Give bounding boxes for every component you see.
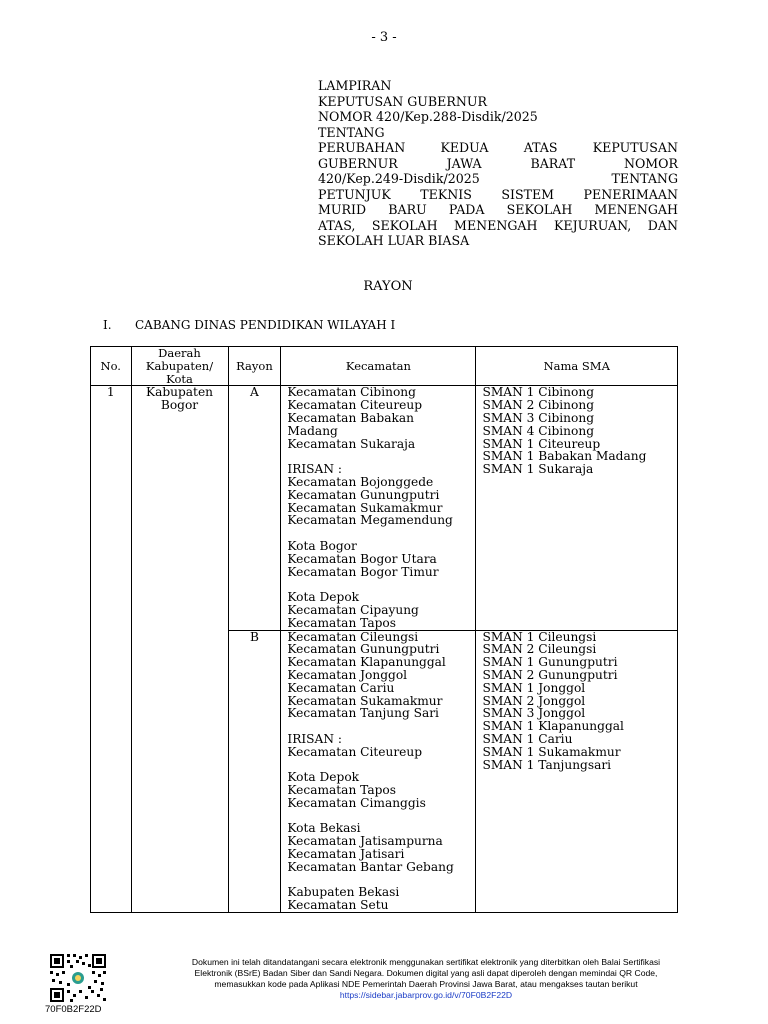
row-sma-entry: SMAN 1 Cariu	[482, 731, 573, 746]
header-rayon: Rayon	[228, 347, 281, 386]
row-kecamatan-entry: Kecamatan Sukaraja	[287, 436, 416, 451]
row-sma-list	[476, 630, 678, 913]
row-kecamatan-entry: Kecamatan Cileungsi	[287, 629, 419, 644]
signature-notice	[130, 957, 722, 1001]
header-no: No.	[91, 347, 132, 386]
row-sma-entry: SMAN 4 Cibinong	[482, 423, 595, 438]
list-spacer	[287, 720, 469, 733]
header-line: NOMOR 420/Kep.288-Disdik/2025	[318, 109, 538, 124]
header-nama-sma: Nama SMA	[476, 347, 678, 386]
row-kecamatan-entry: Kecamatan Bojonggede	[287, 474, 434, 489]
header-daerah	[131, 347, 228, 386]
row-kecamatan-entry: Madang	[287, 423, 338, 438]
header-justified-line: PETUNJUK TEKNIS SISTEM PENERIMAAN	[318, 186, 678, 202]
row-sma-entry: SMAN 3 Cibinong	[482, 410, 595, 425]
header-daerah-line: Daerah	[158, 346, 201, 360]
row-kecamatan-entry: Kecamatan Bogor Utara	[287, 551, 437, 566]
qr-code-label: 70F0B2F22D	[45, 1004, 102, 1015]
row-kecamatan-entry: Kecamatan Sukamakmur	[287, 693, 443, 708]
row-kecamatan-entry: Kecamatan Cibinong	[287, 385, 416, 400]
header-line: LAMPIRAN	[318, 78, 392, 93]
row-sma-entry: SMAN 2 Cibinong	[482, 398, 595, 413]
header-justified-line: ATAS, SEKOLAH MENENGAH KEJURUAN, DAN	[318, 217, 678, 233]
row-kecamatan-entry: Kecamatan Cipayung	[287, 602, 419, 617]
row-rayon: B	[228, 630, 281, 913]
row-sma-entry: SMAN 2 Jonggol	[482, 693, 586, 708]
row-kecamatan-entry: Kecamatan Cariu	[287, 680, 395, 695]
header-kecamatan: Kecamatan	[281, 347, 476, 386]
row-kecamatan-list	[281, 630, 476, 913]
row-kecamatan-entry: Kecamatan Babakan	[287, 410, 414, 425]
row-sma-entry: SMAN 2 Cileungsi	[482, 642, 597, 657]
row-kecamatan-entry: Kecamatan Sukamakmur	[287, 500, 443, 515]
row-kecamatan-entry: Kota Depok	[287, 590, 360, 605]
notice-line: Elektronik (BSrE) Badan Siber dan Sandi Negara. Dokumen digital yang asli dapat diperoleh dengan memindai QR Code,	[194, 968, 658, 978]
row-kecamatan-entry: Kecamatan Gunungputri	[287, 487, 440, 502]
row-sma-entry: SMAN 1 Jonggol	[482, 680, 586, 695]
section-title: CABANG DINAS PENDIDIKAN WILAYAH I	[135, 318, 396, 332]
document-title-text: RAYON	[363, 279, 413, 294]
row-sma-entry: SMAN 1 Gunungputri	[482, 655, 618, 670]
row-kecamatan-entry: Kecamatan Klapanunggal	[287, 655, 446, 670]
row-kecamatan-list	[281, 386, 476, 630]
verification-link[interactable]: https://sidebar.jabarprov.go.id/v/70F0B2F22D	[339, 990, 513, 1000]
header-daerah-line: Kota	[166, 371, 193, 386]
qr-code-graphic	[48, 952, 108, 1004]
document-title	[0, 279, 768, 294]
table-row	[91, 386, 678, 630]
row-kecamatan-entry: Kecamatan Tapos	[287, 783, 397, 798]
row-rayon: A	[228, 386, 281, 630]
section-number: I.	[103, 318, 112, 332]
row-kecamatan-entry: IRISAN :	[287, 462, 342, 477]
table-header-row	[91, 347, 678, 386]
row-kecamatan-entry: Kecamatan Bogor Timur	[287, 564, 439, 579]
row-kecamatan-entry: Kecamatan Jatisampurna	[287, 834, 443, 849]
row-kecamatan-entry: Kecamatan Gunungputri	[287, 642, 440, 657]
row-number: 1	[91, 386, 132, 913]
signature-footer	[0, 950, 768, 1024]
header-justified-line: GUBERNUR JAWA BARAT NOMOR	[318, 155, 678, 171]
section-heading	[103, 318, 395, 332]
row-sma-entry: SMAN 1 Klapanunggal	[482, 719, 624, 734]
row-kecamatan-entry: Kecamatan Bantar Gebang	[287, 859, 454, 874]
row-kecamatan-entry: Kecamatan Tanjung Sari	[287, 706, 439, 721]
header-final-line: SEKOLAH LUAR BIASA	[318, 233, 470, 248]
page-number: - 3 -	[371, 30, 397, 45]
header-daerah-line: Kabupaten/	[145, 358, 214, 373]
row-sma-entry: SMAN 1 Sukamakmur	[482, 744, 621, 759]
row-kecamatan-entry: Kabupaten Bekasi	[287, 885, 400, 900]
row-kecamatan-entry: Kota Bogor	[287, 538, 357, 553]
header-justified-line: MURID BARU PADA SEKOLAH MENENGAH	[318, 202, 678, 217]
row-kecamatan-entry: Kecamatan Tapos	[287, 615, 397, 630]
row-kecamatan-entry: IRISAN :	[287, 731, 342, 746]
notice-line: memasukkan kode pada Aplikasi NDE Pemerintah Daerah Provinsi Jawa Barat, atau mengakses tautan berikut	[214, 979, 638, 989]
row-sma-entry: SMAN 1 Citeureup	[482, 436, 601, 451]
row-kecamatan-entry: Kecamatan Jonggol	[287, 667, 408, 682]
row-daerah	[131, 386, 228, 913]
rayon-table	[90, 346, 678, 913]
header-justified-line: 420/Kep.249-Disdik/2025 TENTANG	[318, 171, 678, 186]
row-kecamatan-entry: Kecamatan Citeureup	[287, 398, 423, 413]
row-kecamatan-entry: Kecamatan Citeureup	[287, 744, 423, 759]
row-kecamatan-entry: Kecamatan Megamendung	[287, 513, 453, 528]
row-kecamatan-entry: Kecamatan Cimanggis	[287, 795, 426, 810]
row-sma-entry: SMAN 2 Gunungputri	[482, 667, 618, 682]
row-sma-entry: SMAN 1 Cileungsi	[482, 629, 597, 644]
row-sma-entry: SMAN 1 Babakan Madang	[482, 449, 647, 464]
row-sma-entry: SMAN 3 Jonggol	[482, 706, 586, 721]
row-sma-entry: SMAN 1 Cibinong	[482, 385, 595, 400]
row-kecamatan-entry: Kecamatan Setu	[287, 898, 389, 913]
daerah-line: Bogor	[160, 398, 199, 413]
row-sma-entry: SMAN 1 Tanjungsari	[482, 757, 612, 772]
notice-line: Dokumen ini telah ditandatangani secara elektronik menggunakan sertifikat elektronik yang diterbitkan oleh Balai Sertifikasi	[191, 957, 661, 967]
qr-code-icon[interactable]	[48, 952, 108, 1004]
row-kecamatan-entry: Kecamatan Jatisari	[287, 847, 405, 862]
row-kecamatan-entry: Kota Bekasi	[287, 821, 361, 836]
row-sma-entry: SMAN 1 Sukaraja	[482, 462, 594, 477]
daerah-line: Kabupaten	[145, 385, 214, 400]
row-sma-list	[476, 386, 678, 630]
decree-header	[318, 78, 678, 249]
header-line: TENTANG	[318, 124, 385, 140]
header-justified-line: PERUBAHAN KEDUA ATAS KEPUTUSAN	[318, 140, 678, 155]
row-kecamatan-entry: Kota Depok	[287, 770, 360, 785]
header-line: KEPUTUSAN GUBERNUR	[318, 93, 487, 109]
